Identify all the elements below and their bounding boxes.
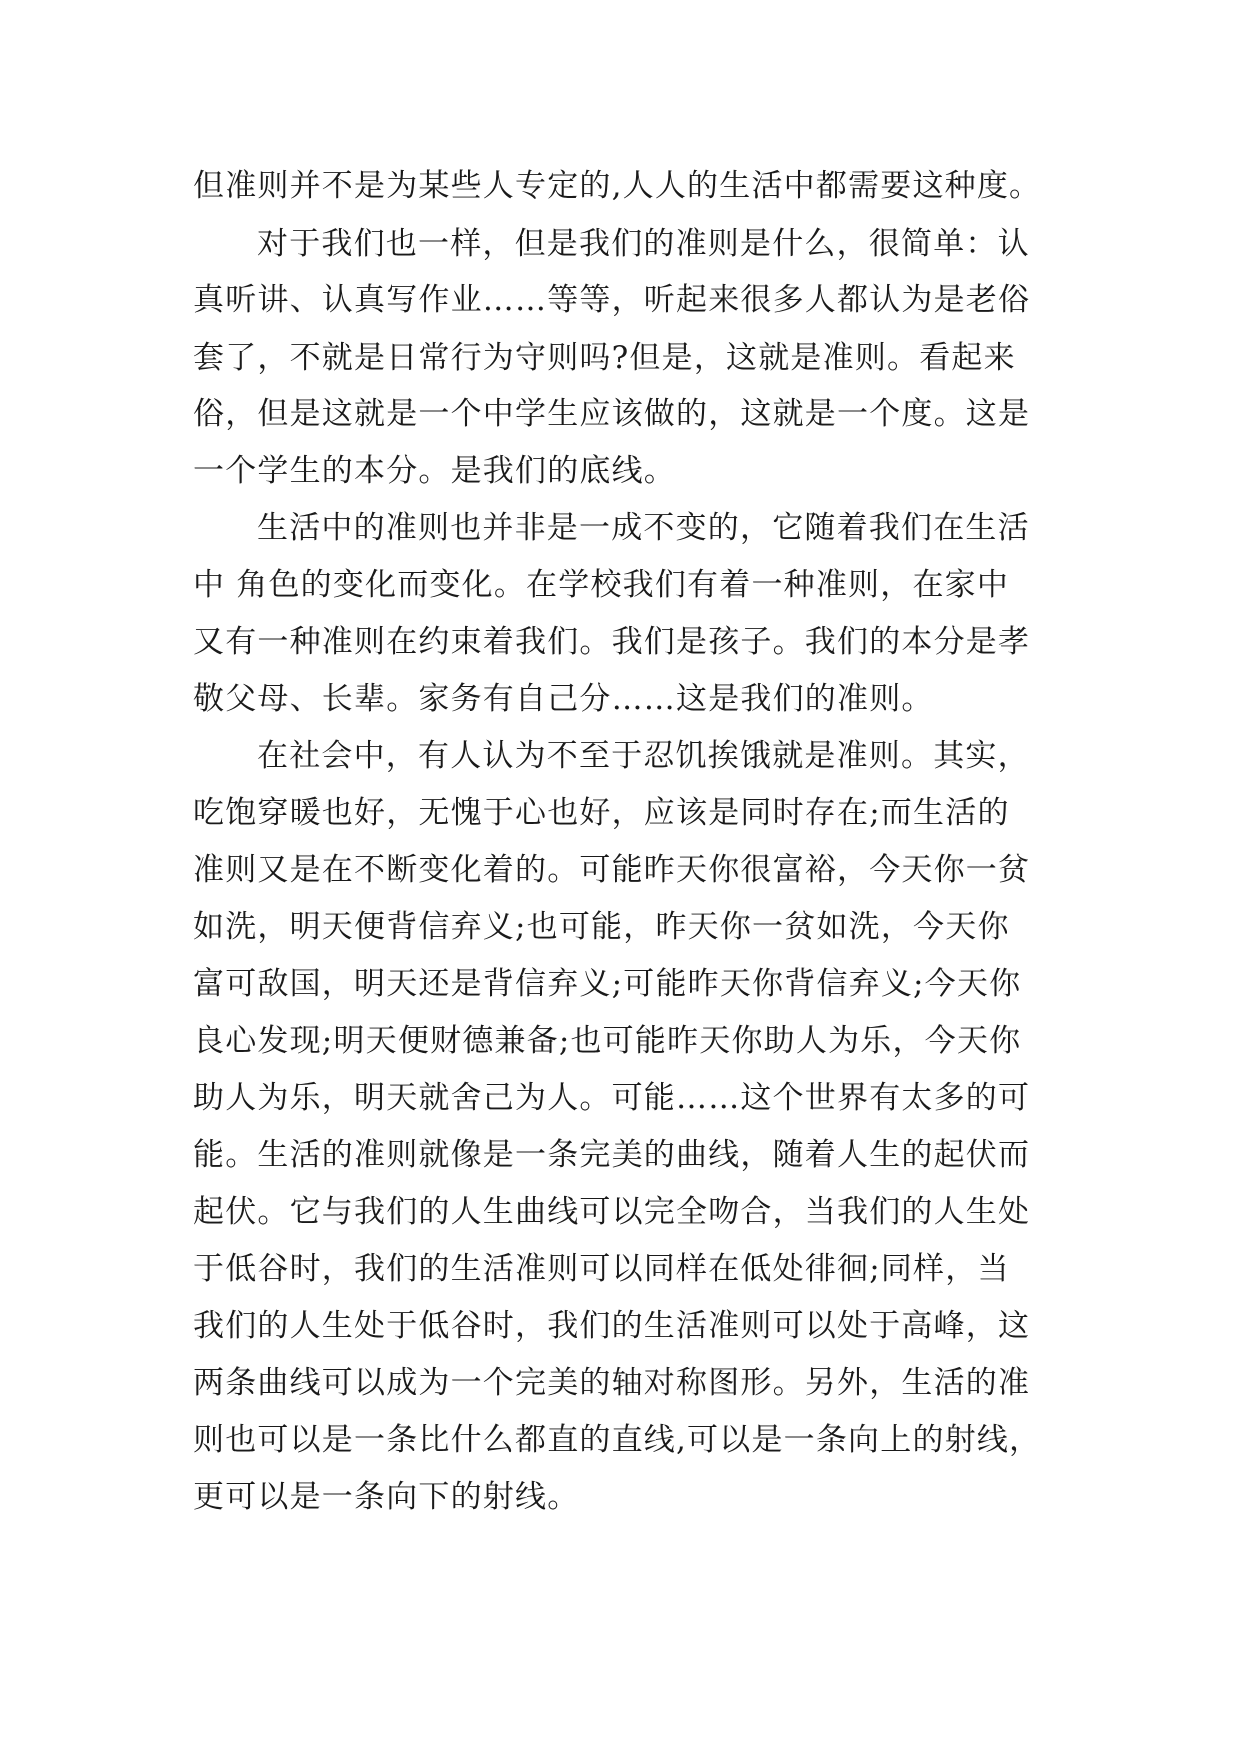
text-line: 能。生活的准则就像是一条完美的曲线，随着人生的起伏而 (193, 1137, 1031, 1173)
text-line: 富可敌国，明天还是背信弃义;可能昨天你背信弃义;今天你 (193, 966, 1022, 1002)
paragraph-start-line: 在社会中，有人认为不至于忍饥挨饿就是准则。其实， (257, 738, 1030, 774)
text-line: 俗，但是这就是一个中学生应该做的，这就是一个度。这是 (193, 396, 1031, 432)
text-line: 吃饱穿暖也好，无愧于心也好，应该是同时存在;而生活的 (193, 795, 1010, 831)
text-line: 两条曲线可以成为一个完美的轴对称图形。另外，生活的准 (193, 1365, 1031, 1401)
text-line: 套了，不就是日常行为守则吗?但是，这就是准则。看起来 (193, 340, 1016, 376)
text-line: 于低谷时，我们的生活准则可以同样在低处徘徊;同样，当 (193, 1251, 1010, 1287)
text-line: 一个学生的本分。是我们的底线。 (193, 453, 676, 489)
text-line: 如洗，明天便背信弃义;也可能，昨天你一贫如洗，今天你 (193, 909, 1010, 945)
text-line: 起伏。它与我们的人生曲线可以完全吻合，当我们的人生处 (193, 1194, 1031, 1230)
text-line: 良心发现;明天便财德兼备;也可能昨天你助人为乐，今天你 (193, 1023, 1022, 1059)
text-line: 中 角色的变化而变化。在学校我们有着一种准则，在家中 (193, 567, 1010, 603)
text-line: 但准则并不是为某些人专定的,人人的生活中都需要这种度。 (193, 168, 1042, 204)
text-line: 我们的人生处于低谷时，我们的生活准则可以处于高峰，这 (193, 1308, 1031, 1344)
text-line: 则也可以是一条比什么都直的直线,可以是一条向上的射线， (193, 1422, 1042, 1458)
paragraph-start-line: 生活中的准则也并非是一成不变的，它随着我们在生活 (257, 510, 1030, 546)
text-line: 助人为乐，明天就舍己为人。可能……这个世界有太多的可 (193, 1080, 1031, 1116)
text-line: 又有一种准则在约束着我们。我们是孩子。我们的本分是孝 (193, 624, 1031, 660)
text-line: 准则又是在不断变化着的。可能昨天你很富裕，今天你一贫 (193, 852, 1031, 888)
text-line: 真听讲、认真写作业……等等，听起来很多人都认为是老俗 (193, 282, 1031, 318)
text-line: 更可以是一条向下的射线。 (193, 1479, 580, 1515)
paragraph-start-line: 对于我们也一样，但是我们的准则是什么，很简单：认 (257, 226, 1030, 262)
text-line: 敬父母、长辈。家务有自己分……这是我们的准则。 (193, 681, 934, 717)
